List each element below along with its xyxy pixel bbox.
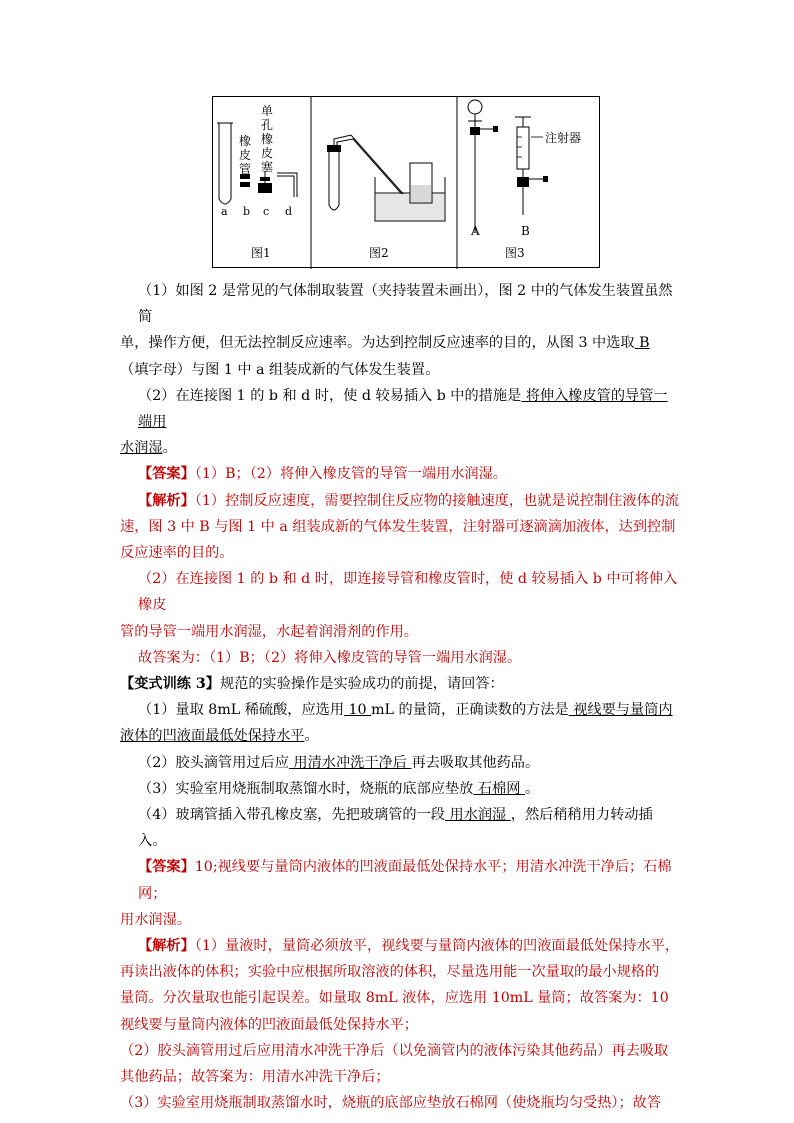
fig1-label-b: b	[243, 205, 251, 218]
variant-q3: （3）实验室用烧瓶制取蒸馏水时，烧瓶的底部应垫放 石棉网 。	[138, 780, 540, 797]
analysis-2-line: 量筒。分次量取也能引起误差。如量取 8mL 液体，应选用 10mL 量筒；故答案为：10	[120, 990, 669, 1007]
answer-blank: 用水润湿	[444, 807, 511, 824]
analysis-1-line: 故答案为：（1）B；（2）将伸入橡皮管的导管一端用水润湿。	[138, 649, 522, 666]
variant-q4: （4）玻璃管插入带孔橡皮塞，先把玻璃管的一段 用水润湿 ，然后稍稍用力转动插入。	[138, 807, 653, 850]
analysis-2-line: （3）实验室用烧瓶制取蒸馏水时，烧瓶的底部应垫放石棉网（使烧瓶均匀受热）；故答	[120, 1095, 662, 1112]
fig3-label-b: B	[521, 224, 530, 238]
fig3-label-a: A	[471, 224, 480, 238]
fig1-label-a: a	[221, 205, 228, 218]
fig1-stopper-char: 橡	[261, 132, 274, 146]
fig1-label-d: d	[285, 205, 293, 218]
fig1-label-c: c	[263, 205, 270, 218]
fig1-caption: 图1	[251, 246, 271, 260]
document-body	[120, 278, 680, 1117]
variant-tag: 【变式训练 3】	[120, 676, 220, 693]
fig3-syringe-b	[515, 117, 548, 215]
answer-blank: 石棉网	[473, 780, 525, 797]
fig3-caption: 图3	[505, 246, 525, 260]
variant-3-heading: 【变式训练 3】规范的实验操作是实验成功的前提，请回答：	[120, 676, 504, 693]
fig2-caption: 图2	[369, 246, 389, 260]
answer-tag: 【答案】	[138, 859, 195, 876]
question-1-cont: 单，操作方便，但无法控制反应速率。为达到控制反应速率的目的，从图 3 中选取 B	[120, 335, 650, 352]
answer-blank: 10	[344, 702, 372, 719]
analysis-2-line: 再读出液体的体积；实验中应根据所取溶液的体积，尽量选用能一次量取的最小规格的	[120, 964, 660, 981]
answer-2: 【答案】10;视线要与量筒内液体的凹液面最低处保持水平；用清水冲洗干净后；石棉网；	[138, 859, 672, 902]
fig2-test-tube	[327, 145, 341, 210]
variant-q1-cont: 液体的凹液面最低处保持水平。	[120, 728, 319, 745]
fig1-tube-char: 橡	[239, 134, 252, 148]
variant-q2: （2）胶头滴管用过后应 用清水冲洗干净后 再去吸取其他药品。	[138, 754, 540, 771]
question-2-cont: 水润湿。	[120, 440, 177, 457]
analysis-1-line: （2）在连接图 1 的 b 和 d 时，即连接导管和橡皮管时，使 d 较易插入 b 中可将伸入橡皮	[138, 571, 678, 614]
fig1-stopper-c	[258, 171, 272, 193]
fig1-stopper-char: 孔	[261, 118, 274, 132]
answer-blank: 水润湿	[120, 440, 163, 457]
analysis-2-line: 视线要与量筒内液体的凹液面最低处保持水平；	[120, 1016, 418, 1033]
fig1-tube-char: 皮	[239, 148, 252, 162]
apparatus-diagram	[213, 97, 601, 269]
apparatus-figure	[212, 96, 600, 268]
analysis-2-line: 其他药品；故答案为：用清水冲洗干净后；	[120, 1069, 390, 1086]
answer-blank: 液体的凹液面最低处保持水平	[120, 728, 305, 745]
answer-1: 【答案】（1）B；（2）将伸入橡皮管的导管一端用水润湿。	[138, 466, 507, 483]
analysis-1-line: 反应速率的目的。	[120, 545, 234, 562]
fig1-stopper-char: 皮	[261, 146, 274, 160]
variant-q1: （1）量取 8mL 稀硫酸，应选用 10 mL 的量筒，正确读数的方法是 视线要与量筒内	[138, 702, 673, 719]
answer-blank: 视线要与量筒内	[568, 702, 673, 719]
answer-2-line: 用水润湿。	[120, 911, 191, 928]
fig1-stopper-char: 单	[261, 104, 274, 118]
fig1-test-tube-a	[217, 123, 233, 204]
fig1-glass-tube-d	[277, 173, 297, 197]
question-2: （2）在连接图 1 的 b 和 d 时，使 d 较易插入 b 中的措施是 将伸入橡皮管的导管一端用	[138, 387, 668, 431]
fig3-funnel-a	[468, 100, 498, 232]
answer-blank: B	[634, 335, 650, 352]
answer-tag: 【答案】	[138, 466, 195, 483]
question-1-cont: （填字母）与图 1 中 a 组装成新的气体发生装置。	[120, 361, 440, 378]
answer-blank: 将伸入橡皮管的导管一端用	[138, 387, 668, 431]
analysis-1-line: 速，图 3 中 B 与图 1 中 a 组装成新的气体发生装置，注射器可逐滴滴加液体，达到控制	[120, 518, 676, 535]
analysis-2-line: （2）胶头滴管用过后应用清水冲洗干净后（以免滴管内的液体污染其他药品）再去吸取	[120, 1042, 669, 1059]
analysis-1-line: 管的导管一端用水润湿，水起着润滑剂的作用。	[120, 623, 418, 640]
fig3-syringe-label: 注射器	[545, 131, 582, 145]
analysis-tag: 【解析】	[138, 492, 195, 509]
answer-blank: 用清水冲洗干净后	[288, 754, 412, 771]
question-1: （1）如图 2 是常见的气体制取装置（夹持装置未画出），图 2 中的气体发生装置虽然简	[138, 283, 673, 326]
analysis-tag: 【解析】	[138, 938, 195, 955]
fig2-gas-bottle	[410, 163, 432, 203]
analysis-2: 【解析】（1）量液时，量筒必须放平，视线要与量筒内液体的凹液面最低处保持水平，	[138, 938, 680, 955]
fig1-stopper-char: 塞	[261, 160, 274, 174]
analysis-1: 【解析】（1）控制反应速度，需要控制住反应物的接触速度，也就是说控制住液体的流	[138, 492, 680, 509]
fig1-tube-char: 管	[239, 162, 252, 176]
